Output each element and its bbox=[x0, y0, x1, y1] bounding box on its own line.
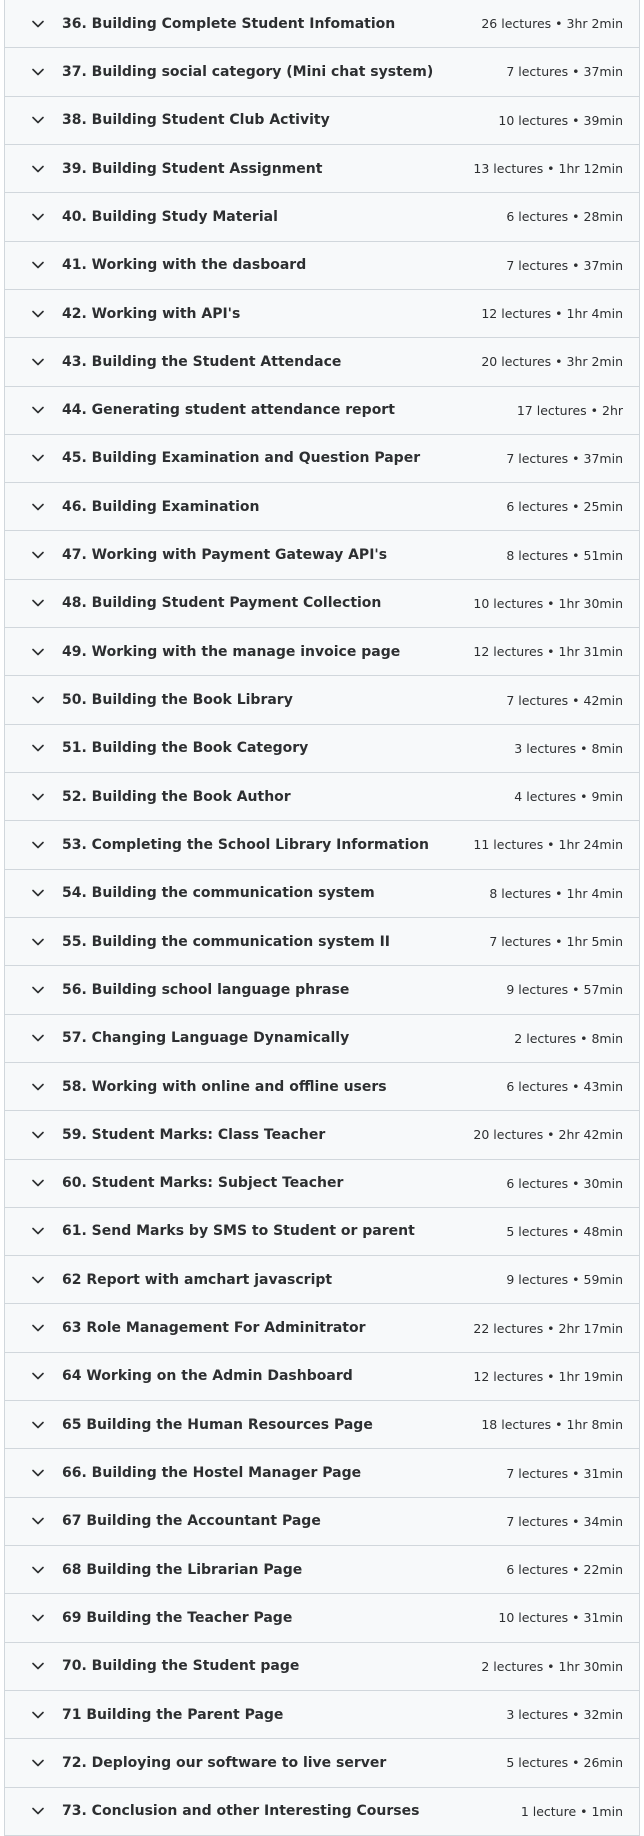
chevron-down-icon[interactable] bbox=[31, 17, 45, 31]
curriculum-section-row[interactable] bbox=[5, 1352, 639, 1400]
section-title: 44. Generating student attendance report bbox=[62, 402, 395, 419]
section-title: 39. Building Student Assignment bbox=[62, 160, 323, 177]
curriculum-section-row[interactable] bbox=[5, 869, 639, 917]
chevron-down-icon[interactable] bbox=[31, 1369, 45, 1383]
chevron-down-icon[interactable] bbox=[31, 1804, 45, 1818]
section-lecture-count: 3 lectures • 32min bbox=[506, 1707, 623, 1723]
section-lecture-count: 6 lectures • 25min bbox=[506, 499, 623, 515]
curriculum-section-row[interactable] bbox=[5, 675, 639, 723]
curriculum-section-list bbox=[4, 0, 640, 1836]
section-title: 43. Building the Student Attendace bbox=[62, 353, 342, 370]
curriculum-section-row[interactable] bbox=[5, 1545, 639, 1593]
chevron-down-icon[interactable] bbox=[31, 1708, 45, 1722]
section-title: 38. Building Student Club Activity bbox=[62, 112, 330, 129]
section-title: 52. Building the Book Author bbox=[62, 788, 291, 805]
section-lecture-count: 20 lectures • 2hr 42min bbox=[473, 1127, 623, 1143]
section-title: 53. Completing the School Library Information bbox=[62, 836, 430, 853]
chevron-down-icon[interactable] bbox=[31, 1224, 45, 1238]
section-lecture-count: 11 lectures • 1hr 24min bbox=[473, 837, 623, 853]
chevron-down-icon[interactable] bbox=[31, 1128, 45, 1142]
section-title: 62 Report with amchart javascript bbox=[62, 1271, 333, 1288]
section-lecture-count: 7 lectures • 1hr 5min bbox=[489, 934, 623, 950]
chevron-down-icon[interactable] bbox=[31, 838, 45, 852]
curriculum-section-row[interactable] bbox=[5, 724, 639, 772]
section-lecture-count: 20 lectures • 3hr 2min bbox=[481, 354, 623, 370]
curriculum-section-row[interactable] bbox=[5, 1062, 639, 1110]
section-lecture-count: 6 lectures • 30min bbox=[506, 1175, 623, 1191]
chevron-down-icon[interactable] bbox=[31, 548, 45, 562]
section-title: 58. Working with online and offline users bbox=[62, 1078, 387, 1095]
section-lecture-count: 10 lectures • 31min bbox=[498, 1610, 623, 1626]
chevron-down-icon[interactable] bbox=[31, 1418, 45, 1432]
curriculum-section-row[interactable] bbox=[5, 627, 639, 675]
curriculum-section-row[interactable] bbox=[5, 289, 639, 337]
section-lecture-count: 5 lectures • 26min bbox=[506, 1755, 623, 1771]
section-title: 64 Working on the Admin Dashboard bbox=[62, 1368, 353, 1385]
section-lecture-count: 9 lectures • 59min bbox=[506, 1272, 623, 1288]
chevron-down-icon[interactable] bbox=[31, 451, 45, 465]
curriculum-section-row[interactable] bbox=[5, 192, 639, 240]
section-title: 66. Building the Hostel Manager Page bbox=[62, 1465, 362, 1482]
section-lecture-count: 7 lectures • 34min bbox=[506, 1513, 623, 1529]
curriculum-section-row[interactable] bbox=[5, 0, 639, 47]
section-title: 48. Building Student Payment Collection bbox=[62, 595, 382, 612]
section-lecture-count: 9 lectures • 57min bbox=[506, 982, 623, 998]
section-lecture-count: 13 lectures • 1hr 12min bbox=[473, 161, 623, 177]
chevron-down-icon[interactable] bbox=[31, 162, 45, 176]
chevron-down-icon[interactable] bbox=[31, 1080, 45, 1094]
chevron-down-icon[interactable] bbox=[31, 693, 45, 707]
section-lecture-count: 8 lectures • 1hr 4min bbox=[489, 885, 623, 901]
curriculum-section-row[interactable] bbox=[5, 337, 639, 385]
curriculum-section-row[interactable] bbox=[5, 96, 639, 144]
section-title: 42. Working with API's bbox=[62, 305, 241, 322]
section-title: 49. Working with the manage invoice page bbox=[62, 643, 401, 660]
section-title: 59. Student Marks: Class Teacher bbox=[62, 1126, 326, 1143]
section-lecture-count: 2 lectures • 8min bbox=[514, 1030, 623, 1046]
curriculum-section-row[interactable] bbox=[5, 386, 639, 434]
curriculum-section-row[interactable] bbox=[5, 1110, 639, 1158]
section-lecture-count: 6 lectures • 22min bbox=[506, 1562, 623, 1578]
section-title: 46. Building Examination bbox=[62, 498, 260, 515]
section-title: 71 Building the Parent Page bbox=[62, 1706, 284, 1723]
chevron-down-icon[interactable] bbox=[31, 1176, 45, 1190]
curriculum-section-row[interactable] bbox=[5, 1400, 639, 1448]
section-title: 54. Building the communication system bbox=[62, 885, 375, 902]
curriculum-section-row[interactable] bbox=[5, 1593, 639, 1641]
section-title: 55. Building the communication system II bbox=[62, 933, 391, 950]
section-title: 72. Deploying our software to live server bbox=[62, 1754, 387, 1771]
chevron-down-icon[interactable] bbox=[31, 1031, 45, 1045]
chevron-down-icon[interactable] bbox=[31, 596, 45, 610]
curriculum-section-row[interactable] bbox=[5, 144, 639, 192]
chevron-down-icon[interactable] bbox=[31, 258, 45, 272]
curriculum-section-row[interactable] bbox=[5, 1787, 639, 1835]
curriculum-section-row[interactable] bbox=[5, 530, 639, 578]
curriculum-section-row[interactable] bbox=[5, 1255, 639, 1303]
chevron-down-icon[interactable] bbox=[31, 1514, 45, 1528]
section-lecture-count: 2 lectures • 1hr 30min bbox=[481, 1658, 623, 1674]
chevron-down-icon[interactable] bbox=[31, 1756, 45, 1770]
chevron-down-icon[interactable] bbox=[31, 983, 45, 997]
curriculum-section-row[interactable] bbox=[5, 1303, 639, 1351]
chevron-down-icon[interactable] bbox=[31, 355, 45, 369]
curriculum-section-row[interactable] bbox=[5, 1642, 639, 1690]
section-title: 51. Building the Book Category bbox=[62, 740, 309, 757]
section-title: 36. Building Complete Student Infomation bbox=[62, 15, 396, 32]
chevron-down-icon[interactable] bbox=[31, 1273, 45, 1287]
chevron-down-icon[interactable] bbox=[31, 307, 45, 321]
curriculum-section-row[interactable] bbox=[5, 1690, 639, 1738]
section-title: 67 Building the Accountant Page bbox=[62, 1513, 321, 1530]
curriculum-section-row[interactable] bbox=[5, 772, 639, 820]
chevron-down-icon[interactable] bbox=[31, 886, 45, 900]
section-lecture-count: 7 lectures • 42min bbox=[506, 692, 623, 708]
chevron-down-icon[interactable] bbox=[31, 1563, 45, 1577]
chevron-down-icon[interactable] bbox=[31, 645, 45, 659]
section-lecture-count: 26 lectures • 3hr 2min bbox=[481, 16, 623, 32]
curriculum-section-row[interactable] bbox=[5, 1207, 639, 1255]
curriculum-section-row[interactable] bbox=[5, 1497, 639, 1545]
section-lecture-count: 10 lectures • 39min bbox=[498, 112, 623, 128]
curriculum-section-row[interactable] bbox=[5, 917, 639, 965]
section-lecture-count: 18 lectures • 1hr 8min bbox=[481, 1417, 623, 1433]
chevron-down-icon[interactable] bbox=[31, 210, 45, 224]
curriculum-section-row[interactable] bbox=[5, 820, 639, 868]
chevron-down-icon[interactable] bbox=[31, 403, 45, 417]
curriculum-section-row[interactable] bbox=[5, 1014, 639, 1062]
section-lecture-count: 12 lectures • 1hr 31min bbox=[473, 644, 623, 660]
section-lecture-count: 7 lectures • 37min bbox=[506, 450, 623, 466]
chevron-down-icon[interactable] bbox=[31, 741, 45, 755]
section-lecture-count: 7 lectures • 37min bbox=[506, 64, 623, 80]
section-title: 47. Working with Payment Gateway API's bbox=[62, 547, 388, 564]
curriculum-section-row[interactable] bbox=[5, 434, 639, 482]
section-lecture-count: 17 lectures • 2hr bbox=[516, 402, 623, 418]
section-lecture-count: 10 lectures • 1hr 30min bbox=[473, 595, 623, 611]
curriculum-section-row[interactable] bbox=[5, 241, 639, 289]
section-title: 50. Building the Book Library bbox=[62, 692, 293, 709]
chevron-down-icon[interactable] bbox=[31, 113, 45, 127]
curriculum-section-row[interactable] bbox=[5, 1159, 639, 1207]
section-title: 37. Building social category (Mini chat system) bbox=[62, 63, 434, 80]
section-title: 70. Building the Student page bbox=[62, 1658, 300, 1675]
section-title: 60. Student Marks: Subject Teacher bbox=[62, 1175, 344, 1192]
curriculum-section-row[interactable] bbox=[5, 579, 639, 627]
section-lecture-count: 8 lectures • 51min bbox=[506, 547, 623, 563]
chevron-down-icon[interactable] bbox=[31, 1659, 45, 1673]
chevron-down-icon[interactable] bbox=[31, 65, 45, 79]
section-lecture-count: 3 lectures • 8min bbox=[514, 740, 623, 756]
curriculum-section-row[interactable] bbox=[5, 965, 639, 1013]
chevron-down-icon[interactable] bbox=[31, 1466, 45, 1480]
section-title: 73. Conclusion and other Interesting Courses bbox=[62, 1803, 420, 1820]
section-title: 63 Role Management For Adminitrator bbox=[62, 1320, 366, 1337]
section-title: 45. Building Examination and Question Paper bbox=[62, 450, 421, 467]
section-title: 41. Working with the dasboard bbox=[62, 257, 307, 274]
curriculum-section-row[interactable] bbox=[5, 482, 639, 530]
section-lecture-count: 6 lectures • 28min bbox=[506, 209, 623, 225]
section-lecture-count: 1 lecture • 1min bbox=[520, 1803, 623, 1819]
section-title: 56. Building school language phrase bbox=[62, 981, 350, 998]
section-title: 65 Building the Human Resources Page bbox=[62, 1416, 373, 1433]
section-lecture-count: 12 lectures • 1hr 19min bbox=[473, 1368, 623, 1384]
chevron-down-icon[interactable] bbox=[31, 790, 45, 804]
section-title: 40. Building Study Material bbox=[62, 208, 278, 225]
section-lecture-count: 4 lectures • 9min bbox=[514, 789, 623, 805]
section-lecture-count: 12 lectures • 1hr 4min bbox=[481, 306, 623, 322]
curriculum-section-row[interactable] bbox=[5, 1448, 639, 1496]
section-lecture-count: 7 lectures • 31min bbox=[506, 1465, 623, 1481]
chevron-down-icon[interactable] bbox=[31, 1611, 45, 1625]
section-lecture-count: 7 lectures • 37min bbox=[506, 257, 623, 273]
section-lecture-count: 5 lectures • 48min bbox=[506, 1223, 623, 1239]
curriculum-section-row[interactable] bbox=[5, 1738, 639, 1786]
section-title: 61. Send Marks by SMS to Student or parent bbox=[62, 1223, 415, 1240]
section-title: 68 Building the Librarian Page bbox=[62, 1561, 303, 1578]
section-lecture-count: 22 lectures • 2hr 17min bbox=[473, 1320, 623, 1336]
section-title: 69 Building the Teacher Page bbox=[62, 1609, 293, 1626]
curriculum-section-row[interactable] bbox=[5, 47, 639, 95]
section-title: 57. Changing Language Dynamically bbox=[62, 1030, 350, 1047]
chevron-down-icon[interactable] bbox=[31, 935, 45, 949]
section-lecture-count: 6 lectures • 43min bbox=[506, 1079, 623, 1095]
chevron-down-icon[interactable] bbox=[31, 1321, 45, 1335]
chevron-down-icon[interactable] bbox=[31, 500, 45, 514]
